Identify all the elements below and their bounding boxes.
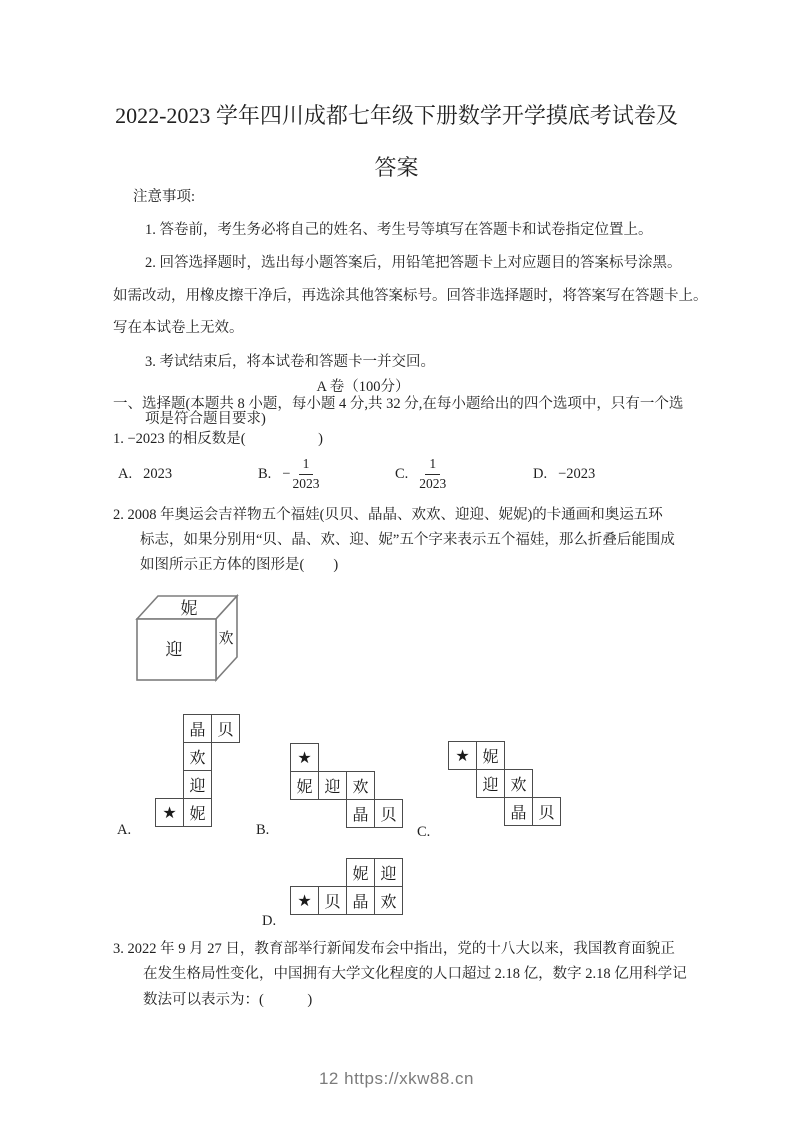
page-number: 12 (318, 1069, 339, 1088)
notice-line-4: 写在本试卷上无效。 (113, 320, 244, 336)
net-cell: 晶 (346, 886, 375, 915)
cube-top-face-label: 妮 (180, 599, 198, 618)
net-option-a-label: A. (117, 822, 132, 838)
net-cell: 迎 (183, 770, 212, 799)
net-cell: 妮 (290, 771, 319, 800)
option-b-fraction (292, 456, 319, 491)
notice-line-3: 如需改动，用橡皮擦干净后，再选涂其他答案标号。回答非选择题时，将答案写在答题卡上。 (113, 288, 708, 304)
cube-right-face-label: 欢 (218, 631, 234, 647)
net-cell: 欢 (504, 769, 533, 798)
net-option-d-label: D. (262, 913, 277, 929)
net-cell: 贝 (211, 714, 240, 743)
question-1-option-c (395, 452, 446, 496)
fraction-denominator: 2023 (419, 475, 447, 491)
fraction-denominator: 2023 (292, 475, 320, 491)
option-c-label: C. (395, 465, 409, 482)
net-cell: 欢 (374, 886, 403, 915)
question-1-option-a (118, 452, 172, 496)
option-d-value: −2023 (558, 465, 596, 482)
star-icon: ★ (290, 743, 319, 772)
question-2-line-1: 2. 2008 年奥运会吉祥物五个福娃(贝贝、晶晶、欢欢、迎迎、妮妮)的卡通画和奥运五环 (113, 507, 663, 523)
question-1-option-b (258, 452, 319, 496)
question-2-line-2: 标志，如果分别用“贝、晶、欢、迎、妮”五个字来表示五个福娃，那么折叠后能围成 (140, 532, 675, 548)
net-cell: 贝 (532, 797, 561, 826)
question-1-option-d (533, 452, 595, 496)
net-cell: 妮 (346, 858, 375, 887)
star-icon: ★ (290, 886, 319, 915)
net-cell: 贝 (374, 799, 403, 828)
cube-front-face-label: 迎 (165, 640, 183, 659)
notice-line-5: 3. 考试结束后，将本试卷和答题卡一并交回。 (145, 354, 435, 370)
notice-line-2: 2. 回答选择题时，选出每小题答案后，用铅笔把答题卡上对应题目的答案标号涂黑。 (145, 255, 682, 271)
fraction-numerator: 1 (425, 456, 440, 474)
option-a-value: 2023 (143, 465, 173, 482)
multiple-choice-heading-line-2: 项是符合题目要求) (145, 411, 266, 427)
section-a-heading: A 卷（100分） (316, 379, 410, 395)
notice-line-1: 1. 答卷前，考生务必将自己的姓名、考生号等填写在答题卡和试卷指定位置上。 (145, 222, 653, 238)
document-title-line-1: 2022-2023 学年四川成都七年级下册数学开学摸底考试卷及 (115, 103, 678, 128)
multiple-choice-heading-line-1: 一、选择题(本题共 8 小题，每小题 4 分,共 32 分,在每小题给出的四个选项中，只有一个选 (113, 396, 684, 412)
fraction-numerator: 1 (299, 456, 314, 474)
net-cell: 欢 (183, 742, 212, 771)
option-b-label: B. (258, 465, 272, 482)
question-2-line-3: 如图所示正方体的图形是( ) (140, 557, 339, 573)
watermark-url: https://xkw88.cn (344, 1069, 475, 1088)
net-cell: 晶 (183, 714, 212, 743)
option-b-minus-sign: − (282, 465, 291, 482)
star-icon: ★ (155, 798, 184, 827)
net-option-b-label: B. (256, 822, 270, 838)
cube-figure (134, 592, 240, 682)
document-title-line-2: 答案 (374, 155, 419, 180)
option-d-label: D. (533, 465, 548, 482)
star-icon: ★ (448, 741, 477, 770)
net-cell: 贝 (318, 886, 347, 915)
notice-heading: 注意事项: (133, 189, 196, 205)
question-1-stem: 1. −2023 的相反数是( ) (113, 431, 323, 447)
net-cell: 迎 (318, 771, 347, 800)
net-cell: 妮 (183, 798, 212, 827)
net-cell: 迎 (374, 858, 403, 887)
net-cell: 晶 (346, 799, 375, 828)
question-3-line-2: 在发生格局性变化，中国拥有大学文化程度的人口超过 2.18 亿，数字 2.18 亿用科学记 (143, 966, 687, 982)
question-1-options (0, 452, 793, 496)
net-cell: 晶 (504, 797, 533, 826)
net-cell: 妮 (476, 741, 505, 770)
page-footer (0, 1069, 793, 1089)
question-3-line-1: 3. 2022 年 9 月 27 日，教育部举行新闻发布会中指出，党的十八大以来，我国教育面貌正 (113, 941, 675, 957)
net-cell: 欢 (346, 771, 375, 800)
option-c-fraction (419, 456, 446, 491)
option-a-label: A. (118, 465, 133, 482)
net-option-c-label: C. (417, 824, 431, 840)
question-3-line-3: 数法可以表示为：( ) (143, 992, 313, 1008)
net-cell: 迎 (476, 769, 505, 798)
